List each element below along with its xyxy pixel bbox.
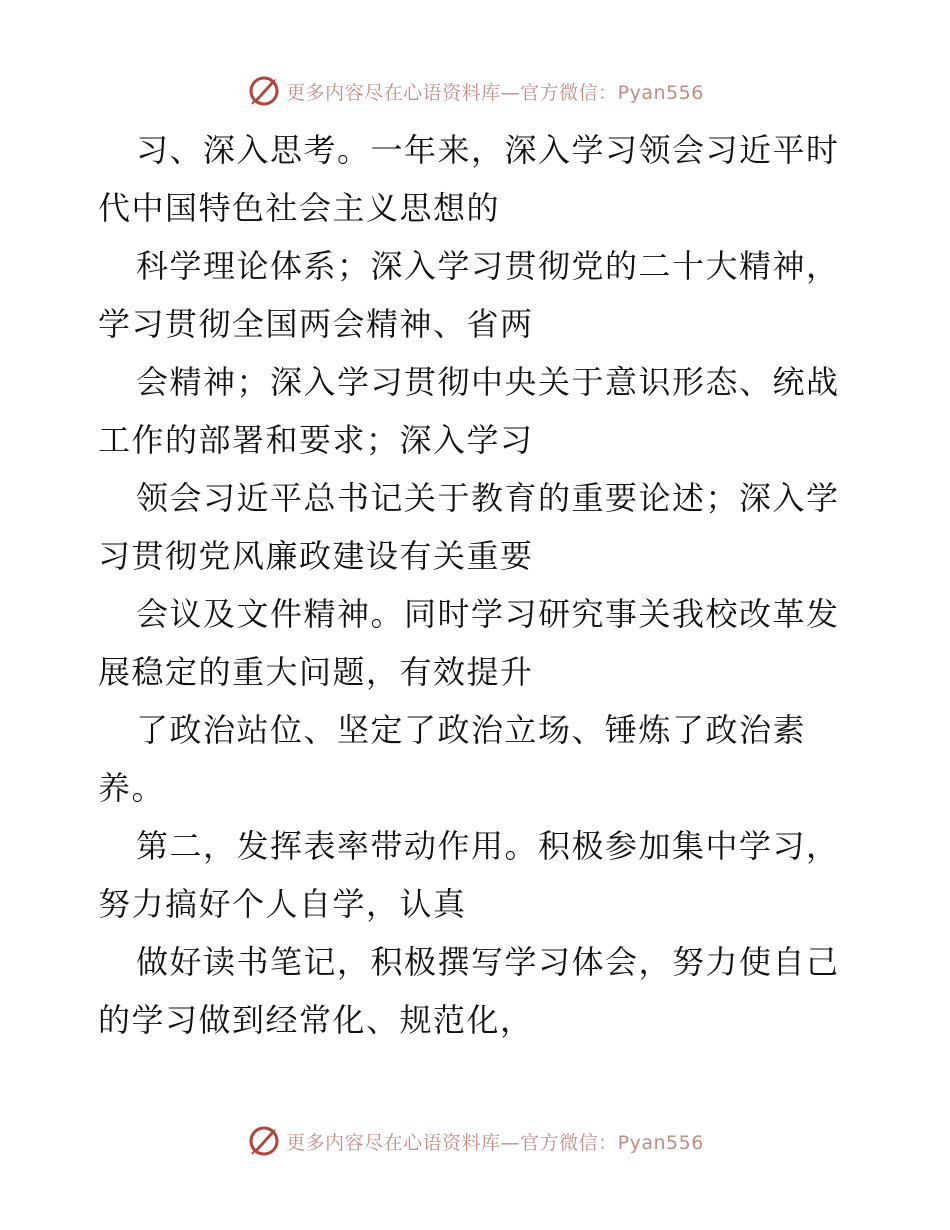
text-line: 会精神；深入学习贯彻中央关于意识形态、统战: [136, 363, 840, 401]
text-line: 习贯彻党风廉政建设有关重要: [98, 537, 534, 575]
watermark-text: 更多内容尽在心语资料库—官方微信：Pyan556: [286, 1131, 704, 1154]
text-line: 代中国特色社会主义思想的: [98, 189, 501, 227]
quill-pen-circle-icon: [246, 1123, 282, 1159]
text-line: 工作的部署和要求；深入学习: [98, 421, 534, 459]
header-watermark: [0, 69, 950, 113]
text-line: 的学习做到经常化、规范化，: [98, 1001, 534, 1039]
text-line: 习、深入思考。一年来，深入学习领会习近平时: [136, 131, 840, 169]
text-line: 了政治站位、坚定了政治立场、锤炼了政治素: [136, 711, 807, 749]
footer-watermark: [0, 1119, 950, 1163]
text-line: 会议及文件精神。同时学习研究事关我校改革发: [136, 595, 840, 633]
text-line: 学习贯彻全国两会精神、省两: [98, 305, 534, 343]
text-line: 展稳定的重大问题，有效提升: [98, 653, 534, 691]
text-line: 做好读书笔记，积极撰写学习体会，努力使自己: [136, 943, 840, 981]
text-line: 努力搞好个人自学，认真: [98, 885, 467, 923]
quill-pen-circle-icon: [246, 73, 282, 109]
text-line: 第二，发挥表率带动作用。积极参加集中学习，: [136, 827, 840, 865]
text-line: 养。: [98, 769, 166, 807]
watermark-text: 更多内容尽在心语资料库—官方微信：Pyan556: [286, 81, 704, 104]
text-line: 领会习近平总书记关于教育的重要论述；深入学: [136, 479, 840, 517]
text-line: 科学理论体系；深入学习贯彻党的二十大精神，: [136, 247, 840, 285]
document-body: [98, 121, 858, 1049]
